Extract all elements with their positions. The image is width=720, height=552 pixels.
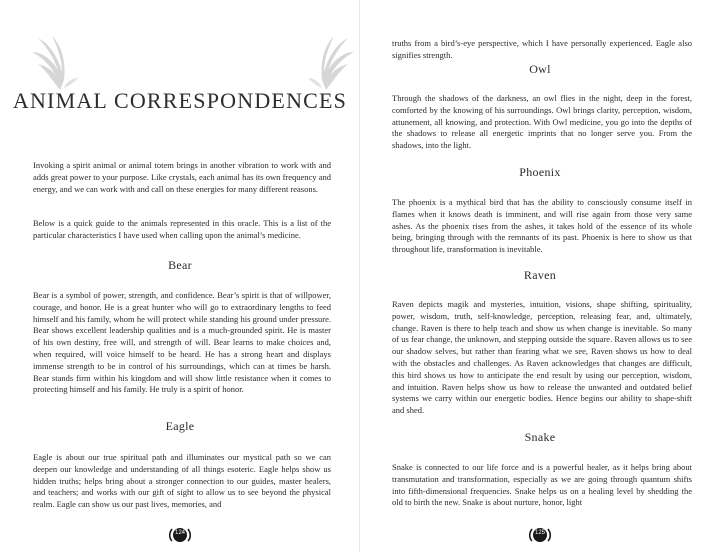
phoenix-wing-right-icon	[294, 30, 358, 94]
owl-paragraph: Through the shadows of the darkness, an owl flies in the night, deep in the forest, comforted by the knowing of his surroundings. Owl brings clarity, perception, wisdom, attunement, all knowing, and protection. With Owl medicine, you go into the depths of the shadows to release all energetic imprints that no longer serve you. From the shadows, into the light.	[392, 93, 692, 151]
section-heading-eagle: Eagle	[165, 419, 195, 433]
page-number-text: 124	[174, 530, 185, 536]
phoenix-paragraph: The phoenix is a mythical bird that has the ability to consciously consume itself in flames when it knows death is imminent, and will rise again from those very same ashes. As the phoenix rises from the ashes, it takes hold of the essence of its whole being, bringing through with the remnants of its past. Phoenix is here to show us that throughout life, transformation is inevitable.	[392, 197, 692, 255]
section-heading-bear: Bear	[168, 258, 192, 272]
raven-paragraph: Raven depicts magik and mysteries, intuition, visions, shape shifting, spirituality, power, wisdom, truth, self-knowledge, perception, releasing fear, and, ultimately, change. Raven is there to help teach and show us when change is inevitable. So many of us fear change, the unknown, and stepping outside the square. Raven allows us to see our shadow selves, but rather than fearing what we see, Raven shows us how to deal with the obstacles and challenges. As Raven acknowledges that changes are difficult, this bird shows us how to anticipate the end result by using our perception, wisdom, and intuition. Raven helps show us how to release the unwanted and outdated belief systems we carry within our energetic bodies. Hence begins our ability to shape-shift and shed.	[392, 299, 692, 416]
section-heading-owl: Owl	[529, 62, 551, 76]
right-page	[360, 0, 720, 552]
page-number-right	[528, 525, 552, 545]
page-number-left	[168, 525, 192, 545]
page-number-text: 125	[534, 530, 545, 536]
snake-paragraph: Snake is connected to our life force and is a powerful healer, as it helps bring about transmutation and transformation, especially as we are going through quantum shifts into fifth-dimensional frequencies. Snake helps us on a healing level by shedding the old to birth the new. Snake is about nurture, honor, light	[392, 462, 692, 508]
phoenix-wing-left-icon	[28, 30, 92, 94]
intro-paragraph: Invoking a spirit animal or animal totem brings in another vibration to work with and adds great power to your purpose. Like crystals, each animal has its own frequency and energy, and we can work with and call on these energies for many different reasons.	[33, 160, 331, 194]
section-heading-raven: Raven	[523, 268, 557, 282]
bear-paragraph: Bear is a symbol of power, strength, and confidence. Bear’s spirit is that of willpower, courage, and honor. He is a great hunter who will go to extraordinary lengths to feed himself and his family, whom he will protect while standing his ground under pressure. Bear shows excellent leadership qualities and is a much-grounded spirit. He is master of his own destiny, free will, and strength of will. Bear learns to make choices and, when required, will voice himself to be heard. He has a strong heart and displays immense strength to be in control of his surroundings, which can at times be harsh. Bear stands firm within his kingdom and will show little resistance when it comes to protecting himself and his family. He truly is a spirit of honor.	[33, 290, 331, 395]
eagle-continued-paragraph: truths from a bird’s-eye perspective, which I have personally experienced. Eagle also signifies strength.	[392, 38, 692, 60]
page-title: ANIMAL CORRESPONDENCES	[12, 88, 348, 113]
section-heading-phoenix: Phoenix	[519, 165, 561, 179]
intro-paragraph-2: Below is a quick guide to the animals represented in this oracle. This is a list of the particular characteristics I have used when calling upon the animal’s medicine.	[33, 218, 331, 240]
section-heading-snake: Snake	[524, 430, 556, 444]
eagle-paragraph: Eagle is about our true spiritual path and illuminates our mystical path so we can deepen our knowledge and understanding of all things esoteric. Eagle helps show us hidden truths; helps bring about a stronger connection to our guides, master healers, and teachers; and works with our gift of sight to allow us to see beyond the physical realm. Eagle can show us our past lives, memories, and	[33, 452, 331, 510]
